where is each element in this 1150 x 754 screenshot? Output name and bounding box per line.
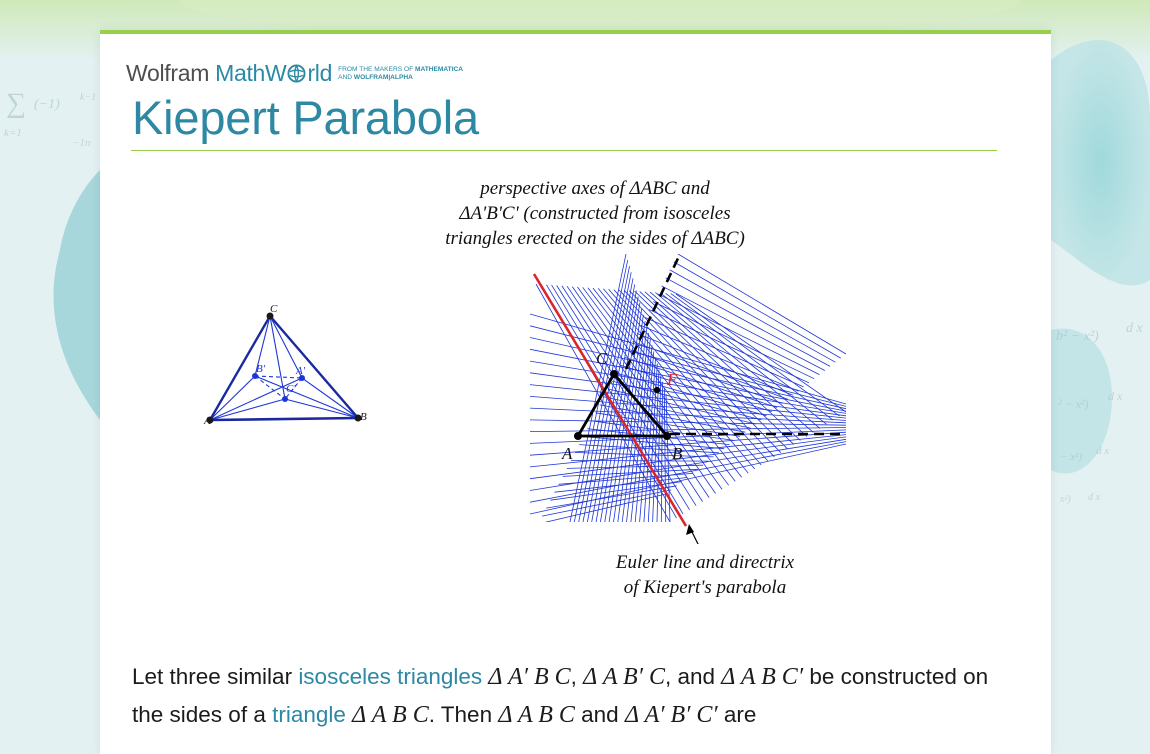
- svg-text:∑: ∑: [6, 88, 26, 119]
- svg-text:² − x²): ² − x²): [1058, 397, 1089, 411]
- svg-text:d x: d x: [1088, 492, 1100, 503]
- kiepert-parabola-figure: [530, 254, 870, 544]
- svg-text:d x: d x: [1108, 389, 1123, 403]
- figure-bottom-caption: Euler line and directrix of Kiepert's parabola: [615, 552, 795, 598]
- vertex-label-b: B: [360, 411, 367, 423]
- vertex-label-a-prime: A': [296, 365, 306, 377]
- site-logo[interactable]: [126, 60, 463, 87]
- svg-text:− x²): − x²): [1060, 451, 1083, 463]
- link-triangle[interactable]: triangle: [272, 702, 346, 727]
- article-card: [100, 30, 1051, 754]
- svg-text:d x: d x: [1096, 445, 1110, 457]
- svg-text:k=1: k=1: [4, 127, 22, 139]
- right-label-a: A: [562, 444, 573, 463]
- brand-tagline: FROM THE MAKERS OF MATHEMATICA AND WOLFRAM|ALPHA: [338, 65, 464, 81]
- svg-text:b² − x²): b² − x²): [1056, 329, 1099, 344]
- vertex-label-c: C: [270, 303, 278, 315]
- svg-text:x²): x²): [1060, 494, 1071, 505]
- svg-text:k−1: k−1: [80, 92, 97, 103]
- link-isosceles-triangles[interactable]: isosceles triangles: [298, 664, 483, 689]
- svg-text:−1n: −1n: [72, 137, 91, 149]
- wolfram-wordmark: Wolfram: [126, 60, 210, 86]
- title-divider: [131, 150, 997, 151]
- vertex-label-c-prime: C': [286, 383, 296, 395]
- svg-text:d x: d x: [1126, 321, 1143, 336]
- vertex-label-a: A: [204, 415, 211, 427]
- right-label-c: C: [596, 349, 608, 368]
- figure-top-caption: perspective axes of ΔABC and ΔA'B'C' (constructed from isosceles triangles erected on the sides of ΔABC): [445, 178, 745, 249]
- right-label-b: B: [672, 444, 683, 463]
- page-title: Kiepert Parabola: [132, 91, 479, 144]
- svg-text:(−1): (−1): [34, 97, 60, 112]
- globe-icon: [287, 64, 306, 83]
- kiepert-triangle-figure: [200, 300, 380, 440]
- focus-label: F: [667, 370, 678, 389]
- mathworld-wordmark: MathW rld: [215, 60, 333, 86]
- article-paragraph: Let three similar isosceles triangles Δ A′ B C, Δ A B′ C, and Δ A B C′ be constructed on the sides of a triangle Δ A B C. Then Δ A B C and Δ A′ B′ C′ are: [132, 664, 989, 728]
- vertex-label-b-prime: B': [256, 363, 266, 375]
